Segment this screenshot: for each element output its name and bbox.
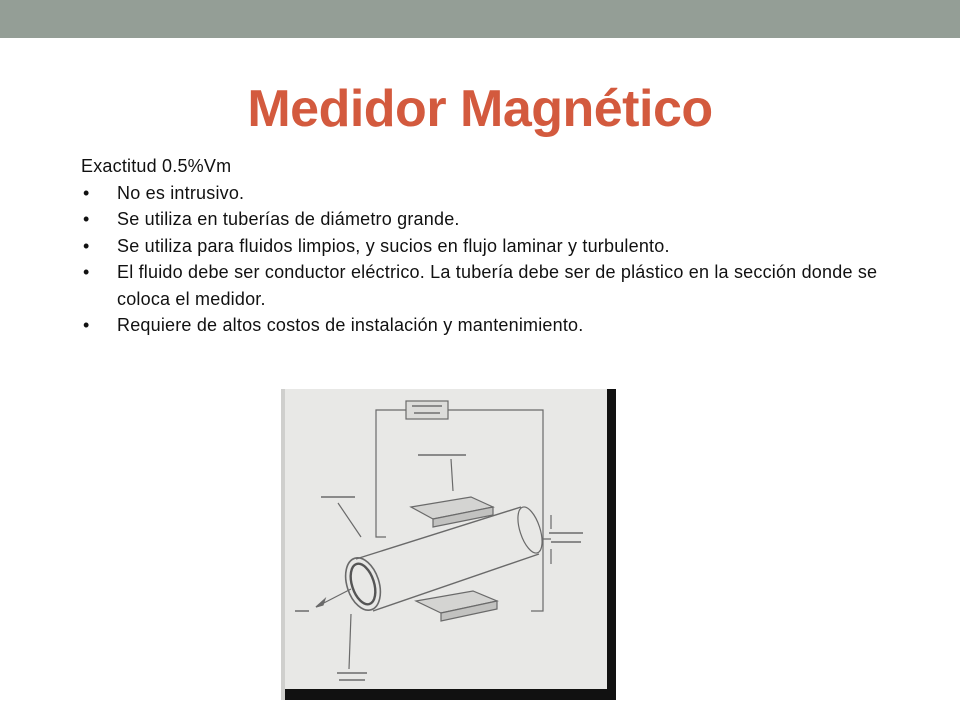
bullet-marker: • — [83, 209, 90, 229]
bullet-marker: • — [83, 262, 90, 282]
bullet-item — [81, 206, 881, 233]
bullet-marker: • — [83, 235, 90, 256]
bullet-item — [81, 233, 881, 260]
accuracy-line: Exactitud 0.5%Vm — [81, 156, 232, 176]
slide-title: Medidor Magnético — [247, 80, 713, 138]
bullet-marker: • — [83, 315, 90, 335]
slide-body — [81, 153, 881, 339]
bullet-marker: • — [83, 182, 90, 203]
bullet-item — [81, 312, 881, 339]
bullet-item — [81, 180, 881, 207]
magnetic-flowmeter-diagram — [281, 389, 616, 700]
bullet-text: Se utiliza en tuberías de diámetro grande. — [117, 209, 460, 229]
bullet-text: El fluido debe ser conductor eléctrico. La tubería debe ser de plástico en la sección donde se coloca el medidor. — [117, 262, 878, 309]
bullet-text: Requiere de altos costos de instalación y mantenimiento. — [117, 315, 584, 335]
top-accent-bar — [0, 0, 960, 38]
bullet-text: Se utiliza para fluidos limpios, y sucios en flujo laminar y turbulento. — [117, 235, 670, 256]
bullet-item — [81, 259, 881, 312]
bullet-list — [81, 180, 881, 339]
flowmeter-drawing — [281, 389, 616, 700]
bullet-text: No es intrusivo. — [117, 182, 245, 203]
